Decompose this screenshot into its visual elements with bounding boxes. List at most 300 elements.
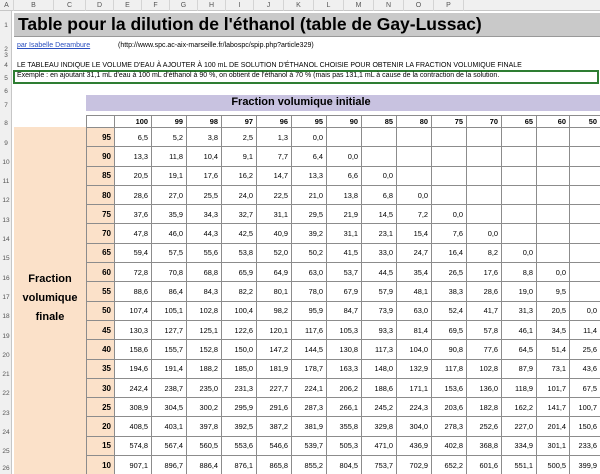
table-cell[interactable]: 13,3 — [115, 147, 152, 166]
table-cell[interactable]: 21,9 — [327, 205, 362, 224]
table-cell[interactable]: 0,0 — [502, 243, 537, 262]
table-cell[interactable] — [502, 224, 537, 243]
table-cell[interactable]: 886,4 — [187, 456, 222, 474]
table-cell[interactable]: 191,4 — [152, 359, 187, 378]
table-cell[interactable]: 152,8 — [187, 340, 222, 359]
row-header-24[interactable]: 24 — [2, 429, 10, 436]
table-cell[interactable] — [537, 128, 570, 147]
table-cell[interactable]: 233,6 — [570, 436, 600, 455]
row-header-15[interactable]: 15 — [2, 255, 10, 262]
table-cell[interactable]: 81,4 — [397, 320, 432, 339]
table-cell[interactable]: 28,6 — [115, 185, 152, 204]
table-cell[interactable]: 34,5 — [537, 320, 570, 339]
table-cell[interactable]: 0,0 — [292, 128, 327, 147]
table-cell[interactable]: 136,0 — [467, 378, 502, 397]
table-cell[interactable]: 231,3 — [222, 378, 257, 397]
table-cell[interactable]: 32,7 — [222, 205, 257, 224]
table-cell[interactable]: 553,6 — [222, 436, 257, 455]
table-cell[interactable]: 19,1 — [152, 166, 187, 185]
table-cell[interactable]: 6,8 — [362, 185, 397, 204]
initial-fraction-98[interactable]: 98 — [187, 116, 222, 128]
table-cell[interactable]: 105,1 — [152, 301, 187, 320]
column-header-h[interactable]: H — [198, 0, 226, 11]
row-header-6[interactable]: 6 — [4, 88, 8, 95]
table-cell[interactable]: 252,6 — [467, 417, 502, 436]
final-fraction-40[interactable]: 40 — [87, 340, 115, 359]
initial-fraction-90[interactable]: 90 — [327, 116, 362, 128]
table-cell[interactable]: 88,6 — [115, 282, 152, 301]
table-cell[interactable]: 15,4 — [397, 224, 432, 243]
table-cell[interactable]: 188,2 — [187, 359, 222, 378]
table-cell[interactable]: 84,3 — [187, 282, 222, 301]
table-cell[interactable]: 44,3 — [187, 224, 222, 243]
table-cell[interactable]: 117,8 — [432, 359, 467, 378]
table-cell[interactable]: 162,2 — [502, 398, 537, 417]
table-cell[interactable]: 11,8 — [152, 147, 187, 166]
table-cell[interactable]: 122,6 — [222, 320, 257, 339]
table-cell[interactable]: 31,1 — [257, 205, 292, 224]
table-cell[interactable]: 65,9 — [222, 263, 257, 282]
table-cell[interactable]: 28,6 — [467, 282, 502, 301]
table-cell[interactable]: 107,4 — [115, 301, 152, 320]
table-cell[interactable]: 22,5 — [257, 185, 292, 204]
table-cell[interactable]: 0,0 — [537, 263, 570, 282]
final-fraction-55[interactable]: 55 — [87, 282, 115, 301]
table-cell[interactable]: 5,2 — [152, 128, 187, 147]
table-cell[interactable]: 130,8 — [327, 340, 362, 359]
row-header-5[interactable]: 5 — [4, 75, 8, 82]
table-cell[interactable]: 17,6 — [467, 263, 502, 282]
final-fraction-45[interactable]: 45 — [87, 320, 115, 339]
final-fraction-85[interactable]: 85 — [87, 166, 115, 185]
row-header-14[interactable]: 14 — [2, 236, 10, 243]
table-cell[interactable] — [362, 128, 397, 147]
table-cell[interactable] — [537, 205, 570, 224]
table-cell[interactable]: 13,3 — [292, 166, 327, 185]
table-cell[interactable]: 29,5 — [292, 205, 327, 224]
table-cell[interactable]: 329,8 — [362, 417, 397, 436]
table-cell[interactable]: 20,5 — [115, 166, 152, 185]
table-cell[interactable]: 1,3 — [257, 128, 292, 147]
table-cell[interactable]: 227,0 — [502, 417, 537, 436]
table-cell[interactable]: 2,5 — [222, 128, 257, 147]
table-cell[interactable]: 55,6 — [187, 243, 222, 262]
column-header-j[interactable]: J — [254, 0, 284, 11]
table-cell[interactable] — [467, 185, 502, 204]
table-cell[interactable] — [570, 282, 600, 301]
column-header-b[interactable]: B — [14, 0, 54, 11]
table-cell[interactable] — [432, 166, 467, 185]
row-header-16[interactable]: 16 — [2, 275, 10, 282]
table-cell[interactable]: 86,4 — [152, 282, 187, 301]
table-cell[interactable]: 188,6 — [362, 378, 397, 397]
final-fraction-25[interactable]: 25 — [87, 398, 115, 417]
table-cell[interactable]: 403,1 — [152, 417, 187, 436]
table-cell[interactable] — [570, 147, 600, 166]
column-header-e[interactable]: E — [114, 0, 142, 11]
row-header-8[interactable]: 8 — [4, 120, 8, 127]
table-cell[interactable]: 78,0 — [292, 282, 327, 301]
table-cell[interactable] — [570, 205, 600, 224]
table-cell[interactable]: 53,8 — [222, 243, 257, 262]
table-cell[interactable]: 39,2 — [292, 224, 327, 243]
table-cell[interactable] — [467, 205, 502, 224]
table-cell[interactable]: 539,7 — [292, 436, 327, 455]
table-cell[interactable] — [537, 166, 570, 185]
table-cell[interactable]: 6,5 — [115, 128, 152, 147]
table-cell[interactable]: 163,3 — [327, 359, 362, 378]
table-cell[interactable]: 287,3 — [292, 398, 327, 417]
final-fraction-80[interactable]: 80 — [87, 185, 115, 204]
table-cell[interactable]: 132,9 — [397, 359, 432, 378]
table-cell[interactable]: 0,0 — [467, 224, 502, 243]
column-header-d[interactable]: D — [86, 0, 114, 11]
row-header-23[interactable]: 23 — [2, 410, 10, 417]
table-cell[interactable]: 753,7 — [362, 456, 397, 474]
table-cell[interactable] — [327, 128, 362, 147]
table-cell[interactable]: 27,0 — [152, 185, 187, 204]
table-cell[interactable]: 141,7 — [537, 398, 570, 417]
column-header-l[interactable]: L — [314, 0, 344, 11]
row-header-10[interactable]: 10 — [2, 159, 10, 166]
table-cell[interactable]: 33,0 — [362, 243, 397, 262]
table-cell[interactable]: 46,1 — [502, 320, 537, 339]
final-fraction-95[interactable]: 95 — [87, 128, 115, 147]
initial-fraction-100[interactable]: 100 — [115, 116, 152, 128]
table-cell[interactable]: 20,5 — [537, 301, 570, 320]
table-cell[interactable]: 397,8 — [187, 417, 222, 436]
table-cell[interactable]: 245,2 — [362, 398, 397, 417]
table-cell[interactable]: 301,1 — [537, 436, 570, 455]
table-cell[interactable] — [537, 185, 570, 204]
initial-fraction-70[interactable]: 70 — [467, 116, 502, 128]
table-cell[interactable]: 13,8 — [327, 185, 362, 204]
table-cell[interactable]: 50,2 — [292, 243, 327, 262]
table-cell[interactable]: 7,2 — [397, 205, 432, 224]
table-cell[interactable] — [570, 224, 600, 243]
column-header-c[interactable]: C — [54, 0, 86, 11]
table-cell[interactable]: 73,9 — [362, 301, 397, 320]
table-cell[interactable]: 10,4 — [187, 147, 222, 166]
table-cell[interactable]: 16,4 — [432, 243, 467, 262]
table-cell[interactable]: 227,7 — [257, 378, 292, 397]
column-header-p[interactable]: P — [434, 0, 464, 11]
table-cell[interactable]: 185,0 — [222, 359, 257, 378]
column-header-m[interactable]: M — [344, 0, 374, 11]
table-cell[interactable]: 387,2 — [257, 417, 292, 436]
column-header-g[interactable]: G — [170, 0, 198, 11]
initial-fraction-65[interactable]: 65 — [502, 116, 537, 128]
table-cell[interactable]: 144,5 — [292, 340, 327, 359]
table-cell[interactable]: 72,8 — [115, 263, 152, 282]
table-cell[interactable]: 471,0 — [362, 436, 397, 455]
table-cell[interactable] — [537, 147, 570, 166]
initial-fraction-97[interactable]: 97 — [222, 116, 257, 128]
table-cell[interactable]: 334,9 — [502, 436, 537, 455]
author-link[interactable]: par Isabelle Derambure — [17, 42, 91, 49]
table-cell[interactable] — [570, 185, 600, 204]
table-cell[interactable] — [362, 147, 397, 166]
table-cell[interactable]: 402,8 — [432, 436, 467, 455]
table-cell[interactable]: 9,5 — [537, 282, 570, 301]
table-cell[interactable]: 24,7 — [397, 243, 432, 262]
table-cell[interactable]: 35,9 — [152, 205, 187, 224]
table-cell[interactable]: 702,9 — [397, 456, 432, 474]
table-cell[interactable]: 194,6 — [115, 359, 152, 378]
table-cell[interactable]: 77,6 — [467, 340, 502, 359]
table-cell[interactable]: 9,1 — [222, 147, 257, 166]
table-cell[interactable]: 51,4 — [537, 340, 570, 359]
table-cell[interactable] — [397, 147, 432, 166]
table-cell[interactable]: 101,7 — [537, 378, 570, 397]
table-cell[interactable]: 201,4 — [537, 417, 570, 436]
table-cell[interactable]: 84,7 — [327, 301, 362, 320]
table-cell[interactable]: 25,6 — [570, 340, 600, 359]
table-cell[interactable]: 21,0 — [292, 185, 327, 204]
row-header-18[interactable]: 18 — [2, 313, 10, 320]
table-cell[interactable]: 68,8 — [187, 263, 222, 282]
table-cell[interactable] — [502, 205, 537, 224]
table-cell[interactable]: 6,6 — [327, 166, 362, 185]
table-cell[interactable]: 67,9 — [327, 282, 362, 301]
table-cell[interactable]: 47,8 — [115, 224, 152, 243]
table-cell[interactable] — [467, 128, 502, 147]
table-cell[interactable]: 304,0 — [397, 417, 432, 436]
table-cell[interactable]: 907,1 — [115, 456, 152, 474]
table-cell[interactable]: 64,5 — [502, 340, 537, 359]
table-cell[interactable] — [432, 128, 467, 147]
table-cell[interactable]: 150,0 — [222, 340, 257, 359]
table-cell[interactable]: 37,6 — [115, 205, 152, 224]
table-cell[interactable]: 102,8 — [187, 301, 222, 320]
table-cell[interactable]: 104,0 — [397, 340, 432, 359]
table-cell[interactable]: 408,5 — [115, 417, 152, 436]
table-cell[interactable]: 82,2 — [222, 282, 257, 301]
table-cell[interactable]: 34,3 — [187, 205, 222, 224]
table-cell[interactable]: 8,8 — [502, 263, 537, 282]
table-cell[interactable]: 130,3 — [115, 320, 152, 339]
table-cell[interactable]: 120,1 — [257, 320, 292, 339]
table-cell[interactable]: 93,3 — [362, 320, 397, 339]
table-cell[interactable] — [432, 147, 467, 166]
final-fraction-10[interactable]: 10 — [87, 456, 115, 474]
row-header-25[interactable]: 25 — [2, 448, 10, 455]
table-cell[interactable]: 392,5 — [222, 417, 257, 436]
table-cell[interactable]: 63,0 — [292, 263, 327, 282]
table-cell[interactable]: 52,0 — [257, 243, 292, 262]
final-fraction-20[interactable]: 20 — [87, 417, 115, 436]
table-cell[interactable]: 35,4 — [397, 263, 432, 282]
column-header-o[interactable]: O — [404, 0, 434, 11]
table-cell[interactable]: 182,8 — [467, 398, 502, 417]
initial-fraction-75[interactable]: 75 — [432, 116, 467, 128]
row-header-20[interactable]: 20 — [2, 352, 10, 359]
table-cell[interactable]: 16,2 — [222, 166, 257, 185]
table-cell[interactable]: 11,4 — [570, 320, 600, 339]
table-cell[interactable]: 0,0 — [397, 185, 432, 204]
table-cell[interactable] — [502, 128, 537, 147]
final-fraction-15[interactable]: 15 — [87, 436, 115, 455]
table-cell[interactable] — [502, 166, 537, 185]
table-cell[interactable]: 17,6 — [187, 166, 222, 185]
table-cell[interactable]: 46,0 — [152, 224, 187, 243]
table-cell[interactable]: 574,8 — [115, 436, 152, 455]
table-cell[interactable]: 0,0 — [362, 166, 397, 185]
table-cell[interactable]: 23,1 — [362, 224, 397, 243]
table-cell[interactable]: 57,5 — [152, 243, 187, 262]
table-cell[interactable]: 100,4 — [222, 301, 257, 320]
column-header-i[interactable]: I — [226, 0, 254, 11]
initial-fraction-85[interactable]: 85 — [362, 116, 397, 128]
final-fraction-50[interactable]: 50 — [87, 301, 115, 320]
table-cell[interactable]: 38,3 — [432, 282, 467, 301]
table-cell[interactable]: 44,5 — [362, 263, 397, 282]
row-header-13[interactable]: 13 — [2, 217, 10, 224]
table-cell[interactable]: 117,6 — [292, 320, 327, 339]
table-cell[interactable]: 70,8 — [152, 263, 187, 282]
table-cell[interactable]: 102,8 — [467, 359, 502, 378]
table-cell[interactable]: 63,0 — [397, 301, 432, 320]
table-cell[interactable]: 87,9 — [502, 359, 537, 378]
table-cell[interactable] — [502, 185, 537, 204]
initial-fraction-80[interactable]: 80 — [397, 116, 432, 128]
table-cell[interactable] — [570, 243, 600, 262]
table-cell[interactable]: 59,4 — [115, 243, 152, 262]
table-cell[interactable]: 436,9 — [397, 436, 432, 455]
table-cell[interactable]: 381,9 — [292, 417, 327, 436]
table-cell[interactable]: 147,2 — [257, 340, 292, 359]
table-cell[interactable]: 19,0 — [502, 282, 537, 301]
table-cell[interactable]: 3,8 — [187, 128, 222, 147]
table-cell[interactable]: 567,4 — [152, 436, 187, 455]
table-cell[interactable]: 266,1 — [327, 398, 362, 417]
table-cell[interactable] — [570, 166, 600, 185]
row-header-3[interactable]: 3 — [4, 52, 8, 59]
column-header-f[interactable]: F — [142, 0, 170, 11]
table-cell[interactable]: 41,5 — [327, 243, 362, 262]
table-cell[interactable]: 7,6 — [432, 224, 467, 243]
final-fraction-65[interactable]: 65 — [87, 243, 115, 262]
table-cell[interactable]: 69,5 — [432, 320, 467, 339]
table-cell[interactable]: 0,0 — [327, 147, 362, 166]
table-cell[interactable]: 67,5 — [570, 378, 600, 397]
table-cell[interactable]: 24,0 — [222, 185, 257, 204]
table-cell[interactable]: 14,7 — [257, 166, 292, 185]
table-cell[interactable]: 551,1 — [502, 456, 537, 474]
row-header-17[interactable]: 17 — [2, 294, 10, 301]
table-cell[interactable] — [537, 243, 570, 262]
table-cell[interactable]: 368,8 — [467, 436, 502, 455]
table-cell[interactable]: 41,7 — [467, 301, 502, 320]
table-cell[interactable]: 40,9 — [257, 224, 292, 243]
initial-fraction-96[interactable]: 96 — [257, 116, 292, 128]
table-cell[interactable]: 0,0 — [432, 205, 467, 224]
row-header-11[interactable]: 11 — [2, 178, 10, 185]
table-cell[interactable] — [467, 166, 502, 185]
row-header-19[interactable]: 19 — [2, 333, 10, 340]
final-fraction-30[interactable]: 30 — [87, 378, 115, 397]
column-header-a[interactable]: A — [0, 0, 14, 11]
table-cell[interactable]: 178,7 — [292, 359, 327, 378]
table-cell[interactable]: 896,7 — [152, 456, 187, 474]
row-header-2[interactable]: 2 — [4, 46, 8, 53]
final-fraction-60[interactable]: 60 — [87, 263, 115, 282]
table-cell[interactable] — [570, 128, 600, 147]
table-cell[interactable]: 125,1 — [187, 320, 222, 339]
table-cell[interactable] — [397, 128, 432, 147]
table-cell[interactable]: 57,9 — [362, 282, 397, 301]
table-cell[interactable]: 224,3 — [397, 398, 432, 417]
table-cell[interactable]: 150,6 — [570, 417, 600, 436]
table-cell[interactable]: 560,5 — [187, 436, 222, 455]
table-cell[interactable] — [397, 166, 432, 185]
table-cell[interactable]: 14,5 — [362, 205, 397, 224]
table-cell[interactable]: 865,8 — [257, 456, 292, 474]
table-cell[interactable]: 278,3 — [432, 417, 467, 436]
row-header-26[interactable]: 26 — [2, 465, 10, 472]
table-cell[interactable]: 127,7 — [152, 320, 187, 339]
table-cell[interactable] — [432, 185, 467, 204]
column-header-k[interactable]: K — [284, 0, 314, 11]
initial-fraction-99[interactable]: 99 — [152, 116, 187, 128]
final-fraction-35[interactable]: 35 — [87, 359, 115, 378]
table-cell[interactable]: 505,3 — [327, 436, 362, 455]
row-header-1[interactable]: 1 — [4, 22, 8, 29]
table-cell[interactable]: 546,6 — [257, 436, 292, 455]
table-cell[interactable]: 0,0 — [570, 301, 600, 320]
table-cell[interactable]: 652,2 — [432, 456, 467, 474]
table-cell[interactable] — [502, 147, 537, 166]
table-cell[interactable]: 300,2 — [187, 398, 222, 417]
table-cell[interactable]: 118,9 — [502, 378, 537, 397]
initial-fraction-60[interactable]: 60 — [537, 116, 570, 128]
row-header-12[interactable]: 12 — [2, 197, 10, 204]
table-cell[interactable]: 235,0 — [187, 378, 222, 397]
initial-fraction-50[interactable]: 50 — [570, 116, 600, 128]
row-header-21[interactable]: 21 — [2, 371, 10, 378]
table-cell[interactable]: 90,8 — [432, 340, 467, 359]
table-cell[interactable]: 500,5 — [537, 456, 570, 474]
table-cell[interactable]: 171,1 — [397, 378, 432, 397]
table-cell[interactable]: 804,5 — [327, 456, 362, 474]
table-cell[interactable]: 355,8 — [327, 417, 362, 436]
table-cell[interactable]: 64,9 — [257, 263, 292, 282]
table-cell[interactable] — [467, 147, 502, 166]
table-cell[interactable]: 73,1 — [537, 359, 570, 378]
row-header-22[interactable]: 22 — [2, 390, 10, 397]
table-cell[interactable] — [570, 263, 600, 282]
table-cell[interactable]: 8,2 — [467, 243, 502, 262]
table-cell[interactable]: 6,4 — [292, 147, 327, 166]
table-cell[interactable]: 224,1 — [292, 378, 327, 397]
final-fraction-70[interactable]: 70 — [87, 224, 115, 243]
table-cell[interactable]: 48,1 — [397, 282, 432, 301]
row-header-4[interactable]: 4 — [4, 62, 8, 69]
table-cell[interactable] — [537, 224, 570, 243]
table-cell[interactable]: 158,6 — [115, 340, 152, 359]
column-header-n[interactable]: N — [374, 0, 404, 11]
table-cell[interactable]: 98,2 — [257, 301, 292, 320]
table-cell[interactable]: 52,4 — [432, 301, 467, 320]
table-cell[interactable]: 242,4 — [115, 378, 152, 397]
table-cell[interactable]: 148,0 — [362, 359, 397, 378]
table-cell[interactable]: 53,7 — [327, 263, 362, 282]
table-cell[interactable]: 238,7 — [152, 378, 187, 397]
table-cell[interactable]: 153,6 — [432, 378, 467, 397]
table-cell[interactable]: 206,2 — [327, 378, 362, 397]
table-cell[interactable]: 105,3 — [327, 320, 362, 339]
final-fraction-90[interactable]: 90 — [87, 147, 115, 166]
